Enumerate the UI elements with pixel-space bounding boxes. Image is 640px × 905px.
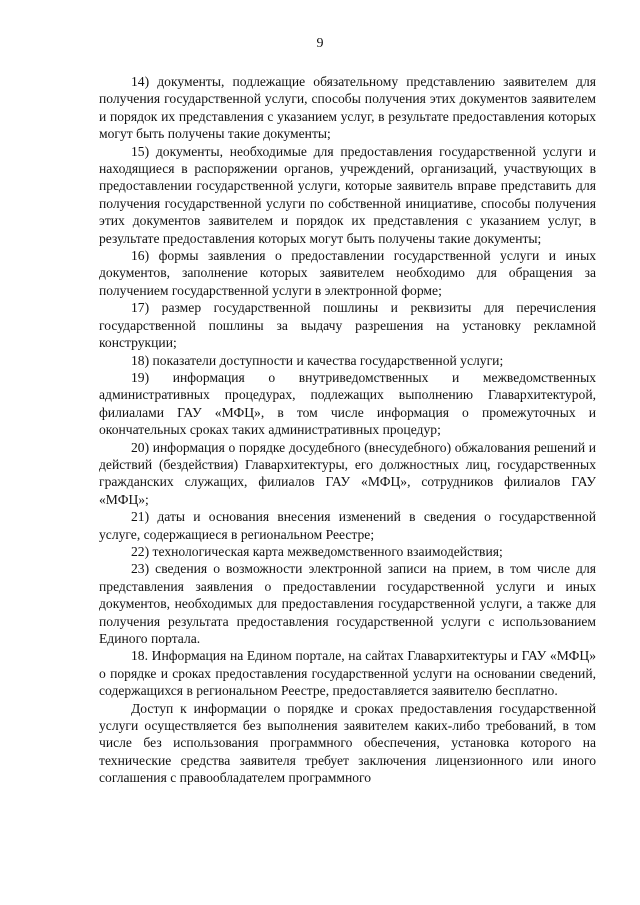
paragraph-item-18: 18) показатели доступности и качества государственной услуги;	[131, 352, 504, 368]
paragraph-item-19: 19) информация о внутриведомственных и межведомственных административных процедурах, подлежащих выполнению Главархитектурой, филиалами ГАУ «МФЦ», в том числе информация о промежуточных и окончательных сроках таких административных процедур;	[99, 369, 596, 438]
page-number: 9	[316, 36, 324, 51]
paragraph-item-22: 22) технологическая карта межведомственного взаимодействия;	[131, 543, 503, 559]
section-18-paragraph: 18. Информация на Едином портале, на сайтах Главархитектуры и ГАУ «МФЦ» о порядке и сроках предоставления государственной услуги на основании сведений, содержащихся в региональном Реестре, предоставляется заявителю бесплатно.	[99, 648, 596, 699]
paragraph-item-17: 17) размер государственной пошлины и реквизиты для перечисления государственной пошлины за выдачу разрешения на установку рекламной конструкции;	[99, 300, 596, 351]
paragraph-item-23: 23) сведения о возможности электронной записи на прием, в том числе для представления заявления о предоставлении государственной услуги и иных документов, необходимых для предоставления государственной услуги, а также для получения результата предоставления государственной услуги с использованием Единого портала.	[99, 561, 596, 646]
paragraph-item-14: 14) документы, подлежащие обязательному представлению заявителем для получения государственной услуги, способы получения этих документов заявителем и порядок их представления с указанием услуг, в результате предоставления которых могут быть получены такие документы;	[99, 74, 596, 142]
paragraph-item-21: 21) даты и основания внесения изменений в сведения о государственной услуге, содержащиеся в региональном Реестре;	[99, 509, 596, 542]
paragraph-item-15: 15) документы, необходимые для предоставления государственной услуги и находящиеся в распоряжении органов, учреждений, организаций, участвующих в предоставлении государственной услуги, которые заявитель вправе представить для получения государственной услуги по собственной инициативе, способы получения этих документов заявителем и порядок их представления с указанием услуг, в результате предоставления которых могут быть получены такие документы;	[99, 143, 596, 246]
paragraph-item-20: 20) информация о порядке досудебного (внесудебного) обжалования решений и действий (бездействия) Главархитектуры, его должностных лиц, государственных гражданских служащих, филиалов ГАУ «МФЦ», сотрудников филиалов ГАУ «МФЦ»;	[99, 439, 596, 507]
access-paragraph: Доступ к информации о порядке и сроках предоставления государственной услуги осуществляется без выполнения заявителем каких-либо требований, в том числе без использования программного обеспечения, установка которого на технические средства заявителя требует заключения лицензионного или иного соглашения с правообладателем программного	[99, 700, 596, 786]
paragraph-item-16: 16) формы заявления о предоставлении государственной услуги и иных документов, заполнение которых заявителем необходимо для обращения за получением государственной услуги в электронной форме;	[99, 248, 596, 298]
document-body	[99, 73, 596, 787]
